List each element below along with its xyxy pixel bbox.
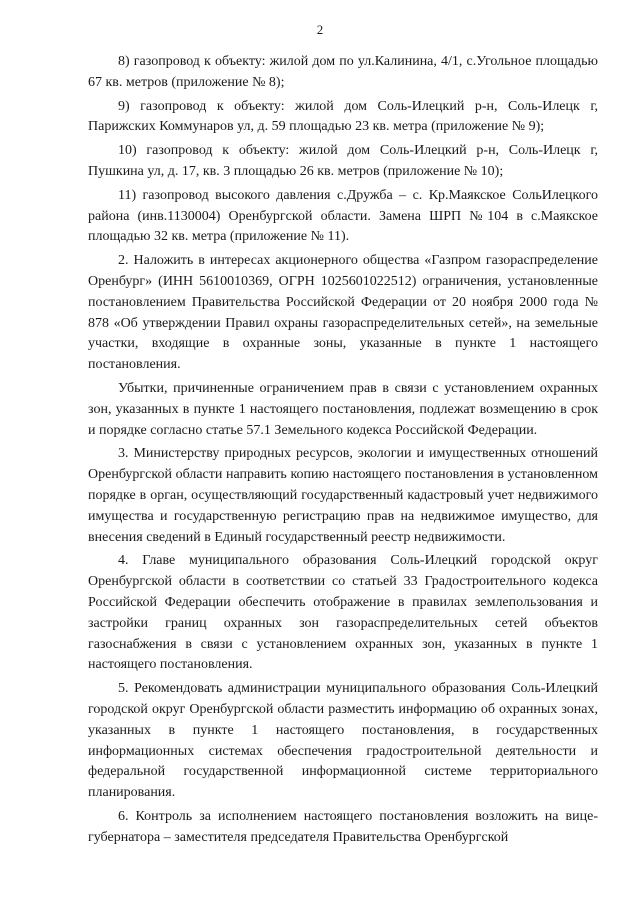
paragraph-item-10: 10) газопровод к объекту: жилой дом Соль-Илецкий р-н, Соль-Илецк г, Пушкина ул, д. 17, кв. 3 площадью 26 кв. метров (приложение № 10); bbox=[88, 143, 598, 179]
paragraph-clause-2: 2. Наложить в интересах акционерного общества «Газпром газораспределение Оренбург» (ИНН 5610010369, ОГРН 1025601022512) ограничения, установленные постановлением Правительства Российской Федерации от 20 ноября 2000 года № 878 «Об утверждении Правил охраны газораспределительных сетей», на земельные участки, входящие в охранные зоны, указанные в пункте 1 настоящего постановления. bbox=[88, 253, 598, 373]
paragraph-item-8: 8) газопровод к объекту: жилой дом по ул.Калинина, 4/1, с.Угольное площадью 67 кв. метров (приложение № 8); bbox=[88, 54, 598, 90]
paragraph-clause-6: 6. Контроль за исполнением настоящего постановления возложить на вице-губернатора – заместителя председателя Правительства Оренбургской bbox=[88, 808, 598, 845]
paragraph-losses: Убытки, причиненные ограничением прав в связи с установлением охранных зон, указанных в пункте 1 настоящего постановления, подлежат возмещению в срок и порядке согласно статье 57.1 Земельного кодекса Российской Федерации. bbox=[88, 380, 598, 438]
paragraph-item-9: 9) газопровод к объекту: жилой дом Соль-Илецкий р-н, Соль-Илецк г, Парижских Коммунаров ул, д. 59 площадью 23 кв. метра (приложение № 9); bbox=[88, 98, 598, 135]
paragraph-item-11: 11) газопровод высокого давления с.Дружба – с. Кр.Маякское СольИлецкого района (инв.1130004) Оренбургской области. Замена ШРП №104 в с.Маякское площадью 32 кв. метра (приложение № 11). bbox=[88, 187, 598, 245]
paragraph-clause-4: 4. Главе муниципального образования Соль-Илецкий городской округ Оренбургской области в соответствии со статьей 33 Градостроительного кодекса Российской Федерации обеспечить отображение в правилах землепользования и застройки границ охранных зон газораспределительных сетей объектов газоснабжения в связи с установлением охранных зон, указанных в пункте 1 настоящего постановления. bbox=[88, 553, 598, 673]
page-number: 2 bbox=[316, 22, 324, 37]
document-body bbox=[88, 52, 598, 848]
paragraph-clause-5: 5. Рекомендовать администрации муниципального образования Соль-Илецкий городской округ Оренбургской области разместить информацию об охранных зонах, указанных в пункте 1 настоящего постановления, в государственных информационных системах обеспечения градостроительной деятельности и федеральной государственной информационной системе территориального планирования. bbox=[88, 681, 598, 801]
paragraph-clause-3: 3. Министерству природных ресурсов, экологии и имущественных отношений Оренбургской области направить копию настоящего постановления в установленном порядке в орган, осуществляющий государственный кадастровый учет недвижимого имущества и государственную регистрацию прав на недвижимое имущество, для внесения сведений в Единый государственный реестр недвижимости. bbox=[88, 446, 598, 545]
